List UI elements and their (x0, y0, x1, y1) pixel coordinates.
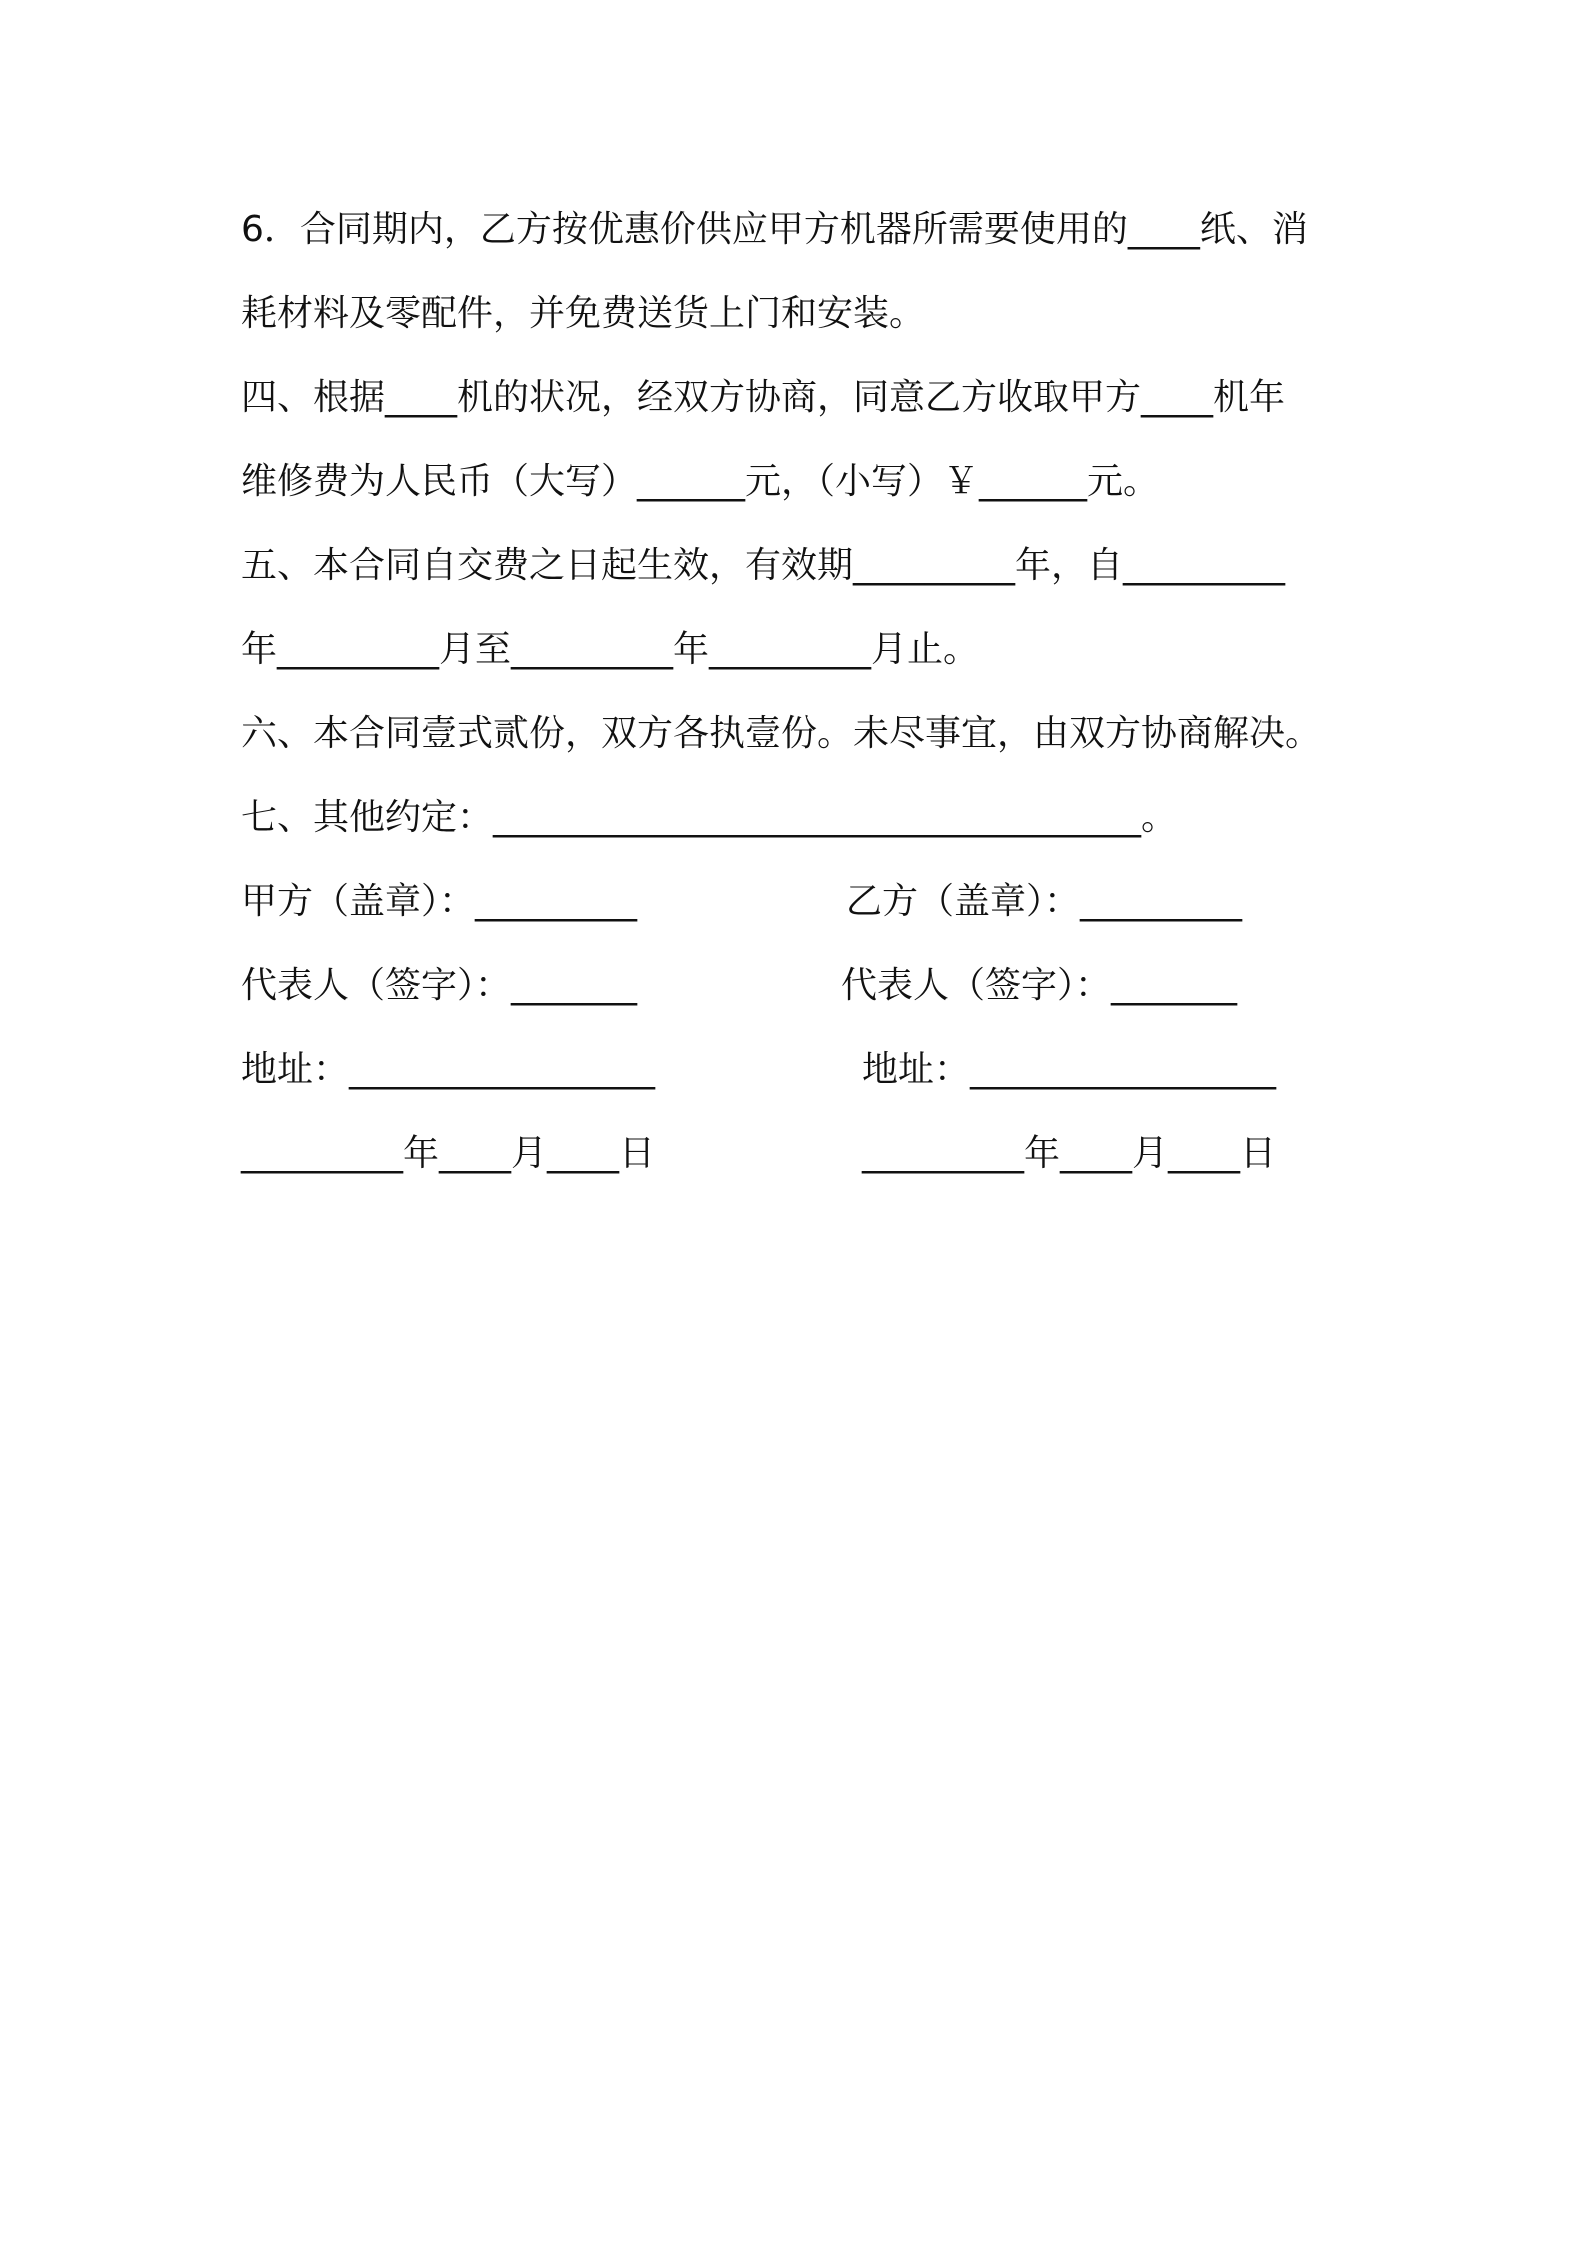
clause-5-line-2: 年_________月至_________年_________月止。 (241, 629, 980, 670)
clause-4-line-1: 四、根据____机的状况，经双方协商，同意乙方收取甲方____机年 (241, 377, 1286, 418)
party-b-representative: 代表人（签字）：_______ (841, 965, 1238, 1006)
party-a-representative: 代表人（签字）：_______ (241, 965, 638, 1006)
party-b-address: 地址：_________________ (862, 1049, 1277, 1090)
clause-7-line: 七、其他约定：____________________________________。 (241, 797, 1178, 838)
clause-6-line-1: 6．合同期内，乙方按优惠价供应甲方机器所需要使用的____纸、消 (241, 209, 1308, 250)
party-a-address: 地址：_________________ (241, 1049, 656, 1090)
party-b-date: _________年____月____日 (862, 1133, 1276, 1174)
party-b-seal: 乙方（盖章）：_________ (846, 881, 1243, 922)
clause-4-line-2: 维修费为人民币（大写）______元，（小写）￥______元。 (241, 461, 1160, 502)
clause-6-line-2: 耗材料及零配件，并免费送货上门和安装。 (241, 293, 926, 334)
clause-6b-line: 六、本合同壹式贰份，双方各执壹份。未尽事宜，由双方协商解决。 (241, 713, 1322, 754)
clause-5-line-1: 五、本合同自交费之日起生效，有效期_________年，自_________ (241, 545, 1286, 586)
party-a-date: _________年____月____日 (241, 1133, 655, 1174)
party-a-seal: 甲方（盖章）：_________ (241, 881, 638, 922)
